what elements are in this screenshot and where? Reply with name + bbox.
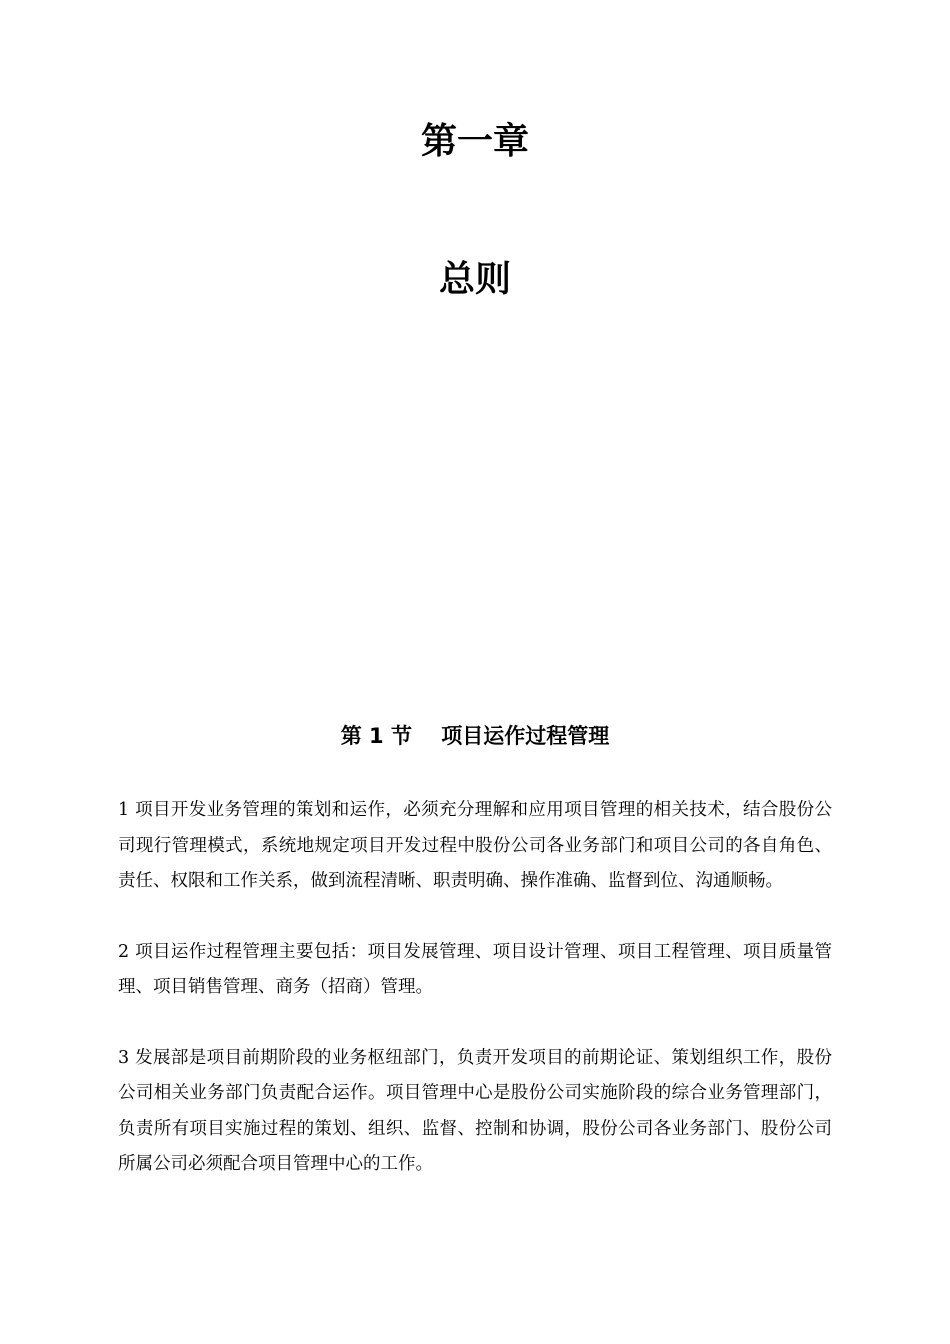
chapter-title: 第一章: [420, 121, 529, 162]
section-heading: 第 1 节 项目运作过程管理: [340, 724, 610, 748]
paragraph-1: 1 项目开发业务管理的策划和运作，必须充分理解和应用项目管理的相关技术，结合股份公司现行管理模式，系统地规定项目开发过程中股份公司各业务部门和项目公司的各自角色、责任、权限和工作关系，做到流程清晰、职责明确、操作准确、监督到位、沟通顺畅。: [118, 800, 832, 891]
paragraph-3: 3 发展部是项目前期阶段的业务枢纽部门，负责开发项目的前期论证、策划组织工作，股份公司相关业务部门负责配合运作。项目管理中心是股份公司实施阶段的综合业务管理部门，负责所有项目实施过程的策划、组织、监督、控制和协调，股份公司各业务部门、股份公司所属公司必须配合项目管理中心的工作。: [118, 1047, 832, 1174]
paragraph-2: 2 项目运作过程管理主要包括：项目发展管理、项目设计管理、项目工程管理、项目质量管理、项目销售管理、商务（招商）管理。: [118, 941, 832, 997]
chapter-subtitle: 总则: [438, 259, 511, 300]
body-text: [118, 793, 832, 1218]
